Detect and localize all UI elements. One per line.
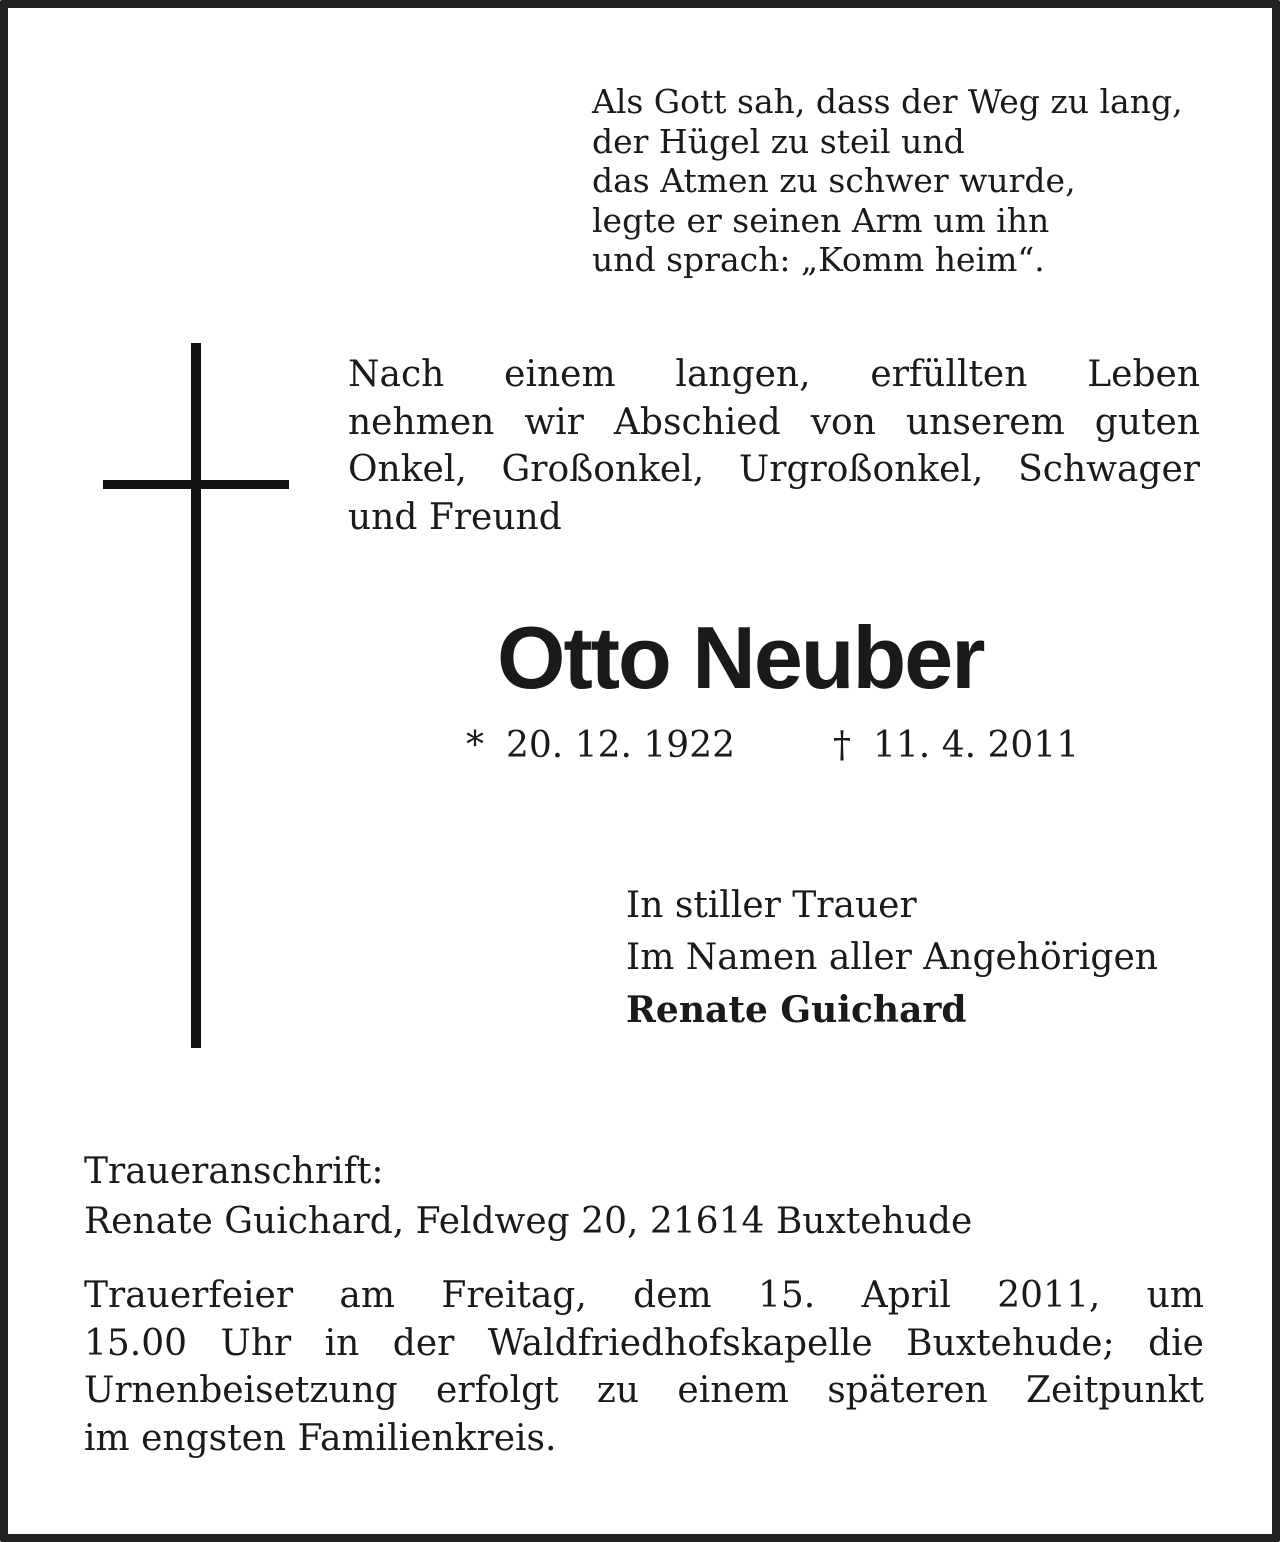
mourners-block (626, 880, 1226, 1036)
address-value: Renate Guichard, Feldweg 20, 21614 Buxtehude (84, 1201, 973, 1242)
deceased-name: Otto Neuber (497, 608, 984, 707)
relatives-phrase: Im Namen aller Angehörigen (626, 937, 1158, 978)
cross-icon-crossbar (103, 480, 289, 489)
intro-line: und Freund (348, 496, 562, 538)
birth-star-icon: * (466, 725, 484, 766)
ceremony-info (84, 1272, 1204, 1462)
ceremony-line: im engsten Familienkreis. (84, 1417, 557, 1459)
poem-line: der Hügel zu steil und (592, 121, 965, 161)
poem-line: Als Gott sah, dass der Weg zu lang, (592, 82, 1183, 121)
birth-date-block (466, 724, 735, 768)
death-date: 11. 4. 2011 (873, 725, 1080, 766)
ceremony-line: 15.00 Uhr in der Waldfriedhofskapelle Buxtehude; die (84, 1322, 1204, 1364)
intro-line: Onkel, Großonkel, Urgroßonkel, Schwager (348, 449, 1200, 490)
mourning-phrase: In stiller Trauer (626, 885, 917, 926)
mourning-address (84, 1147, 1204, 1247)
address-label: Traueranschrift: (84, 1151, 384, 1192)
birth-date: 20. 12. 1922 (506, 725, 736, 766)
death-dagger-icon: † (833, 725, 851, 766)
poem-line: das Atmen zu schwer wurde, (592, 161, 1076, 200)
signer-name: Renate Guichard (626, 989, 967, 1031)
cross-icon (191, 343, 201, 1048)
intro-text (348, 351, 1200, 541)
intro-line: nehmen wir Abschied von unserem guten (348, 401, 1200, 443)
poem-line: und sprach: „Komm heim“. (592, 240, 1045, 279)
ceremony-line: Trauerfeier am Freitag, dem 15. April 2011, um (84, 1275, 1204, 1316)
death-date-block (833, 724, 1079, 768)
intro-line: Nach einem langen, erfüllten Leben (348, 354, 1200, 395)
poem-line: legte er seinen Arm um ihn (592, 200, 1050, 240)
ceremony-line: Urnenbeisetzung erfolgt zu einem späteren Zeitpunkt (84, 1370, 1204, 1411)
poem-verse (592, 82, 1232, 280)
